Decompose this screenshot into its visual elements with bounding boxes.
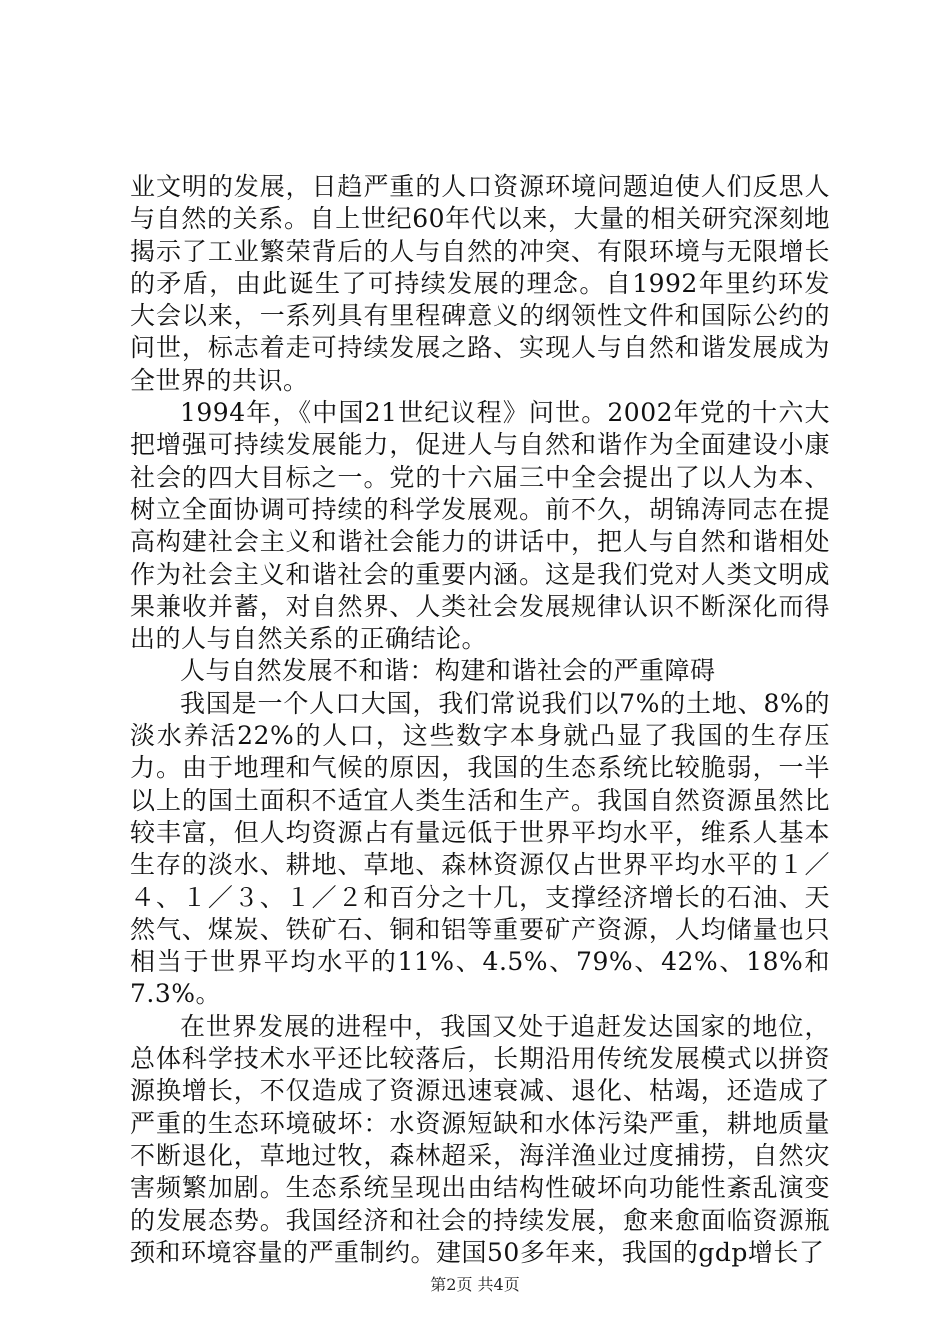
paragraph-continuation: 业文明的发展，日趋严重的人口资源环境问题迫使人们反思人与自然的关系。自上世纪60年代以来，大量的相关研究深刻地揭示了工业繁荣背后的人与自然的冲突、有限环境与无限增长的矛盾，由此诞生了可持续发展的理念。自1992年里约环发大会以来，一系列具有里程碑意义的纲领性文件和国际公约的问世，标志着走可持续发展之路、实现人与自然和谐发展成为全世界的共识。 <box>130 172 830 395</box>
page-number-footer: 第2页 共4页 <box>430 1275 520 1294</box>
paragraph: 在世界发展的进程中，我国又处于追赶发达国家的地位，总体科学技术水平还比较落后，长期沿用传统发展模式以拼资源换增长，不仅造成了资源迅速衰减、退化、枯竭，还造成了严重的生态环境破坏：水资源短缺和水体污染严重，耕地质量不断退化，草地过牧，森林超采，海洋渔业过度捕捞，自然灾害频繁加剧。生态系统呈现出由结构性破坏向功能性紊乱演变的发展态势。我国经济和社会的持续发展，愈来愈面临资源瓶颈和环境容量的严重制约。建国50多年来，我国的gdp增长了 <box>130 1011 830 1267</box>
paragraph: 1994年，《中国21世纪议程》问世。2002年党的十六大把增强可持续发展能力，促进人与自然和谐作为全面建设小康社会的四大目标之一。党的十六届三中全会提出了以人为本、树立全面协调可持续的科学发展观。前不久，胡锦涛同志在提高构建社会主义和谐社会能力的讲话中，把人与自然和谐相处作为社会主义和谐社会的重要内涵。这是我们党对人类文明成果兼收并蓄，对自然界、人类社会发展规律认识不断深化而得出的人与自然关系的正确结论。 <box>130 398 830 654</box>
section-heading: 人与自然发展不和谐：构建和谐社会的严重障碍 <box>180 656 716 686</box>
document-body <box>130 171 830 1269</box>
paragraph: 我国是一个人口大国，我们常说我们以7%的土地、8%的淡水养活22%的人口，这些数字本身就凸显了我国的生存压力。由于地理和气候的原因，我国的生态系统比较脆弱，一半以上的国土面积不适宜人类生活和生产。我国自然资源虽然比较丰富，但人均资源占有量远低于世界平均水平，维系人基本生存的淡水、耕地、草地、森林资源仅占世界平均水平的１／４、１／３、１／２和百分之十几，支撑经济增长的石油、天然气、煤炭、铁矿石、铜和铝等重要矿产资源，人均储量也只相当于世界平均水平的11%、4.5%、79%、42%、18%和7.3%。 <box>130 688 830 1009</box>
